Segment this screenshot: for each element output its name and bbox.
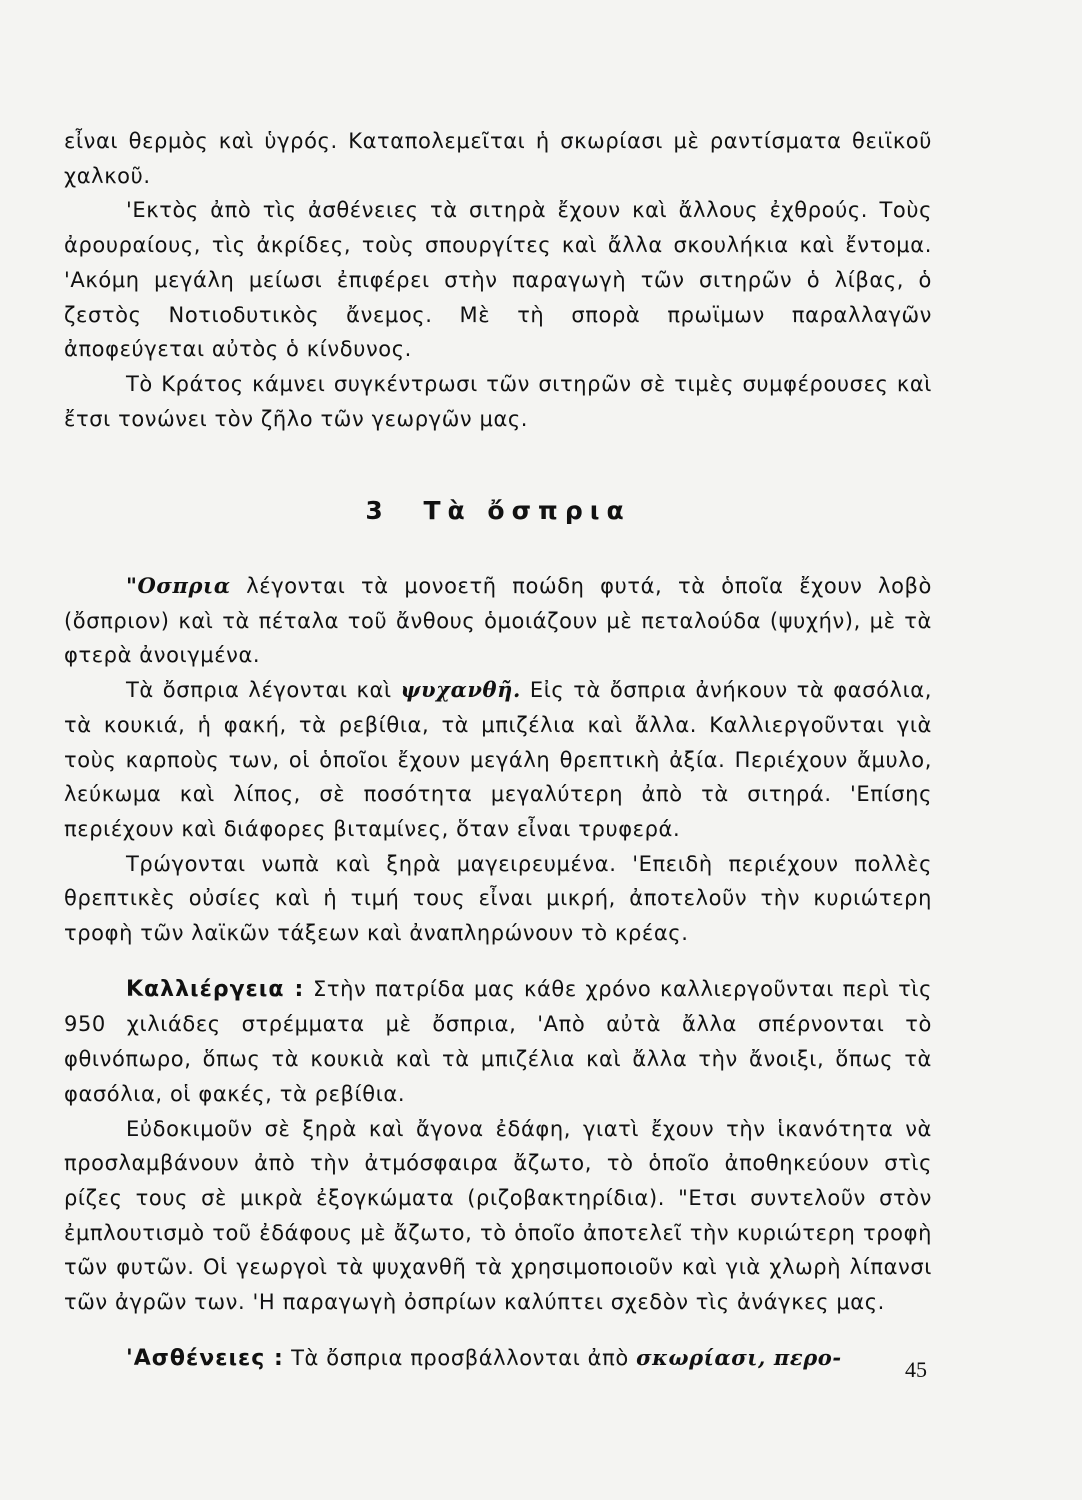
astheneies-lead: 'Ασθένειες : <box>126 1345 284 1371</box>
astheneies-before: Τὰ ὄσπρια προσβάλλονται ἀπὸ <box>291 1345 629 1370</box>
spacer <box>64 951 932 972</box>
paragraph-top-1: εἶναι θερμὸς καὶ ὑγρός. Καταπολεμεῖται ἡ σκωρίασι μὲ ραντίσματα θειϊκοῦ χαλκοῦ. <box>64 129 932 188</box>
paragraph-astheneies <box>64 1341 932 1377</box>
paragraph-top-3: Τὸ Κράτος κάμνει συγκέντρωσι τῶν σιτηρῶν σὲ τιμὲς συμφέρουσες καὶ ἔτσι τονώνει τὸν ζῆλο τῶν γεωργῶν μας. <box>64 371 932 431</box>
section-heading <box>64 494 932 529</box>
kalliergeia-text: Στὴν πατρίδα μας κάθε χρόνο καλλιεργοῦνται περὶ τὶς 950 χιλιάδες στρέμματα μὲ ὄσπρια, 'Απὸ αὐτὰ ἄλλα σπέρνονται τὸ φθινόπωρο, ὅπως τὰ κουκιὰ καὶ τὰ μπιζέλια καὶ ἄλλα τὴν ἄνοιξι, ὅπως τὰ φασόλια, οἱ φακές, τὰ ρεβίθια. <box>64 976 932 1106</box>
section-number: 3 <box>365 496 390 526</box>
ospria-text: λέγονται τὰ μονοετῆ ποώδη φυτά, τὰ ὁποῖα ἔχουν λοβὸ (ὄσπριον) καὶ τὰ πέταλα τοῦ ἄνθους ὁμοιάζουν μὲ πεταλούδα (ψυχήν), μὲ τὰ φτερὰ ἀνοιγμένα. <box>64 574 932 668</box>
section-title: Τὰ ὄσπρια <box>423 496 631 526</box>
paragraph-top-2: 'Εκτὸς ἀπὸ τὶς ἀσθένειες τὰ σιτηρὰ ἔχουν καὶ ἄλλους ἐχθρούς. Τοὺς ἀρουραίους, τὶς ἀκρίδες, τοὺς σπουργίτες καὶ ἄλλα σκουλήκια καὶ ἔντομα. 'Ακόμη μεγάλη μείωσι ἐπιφέρει στὴν παραγωγὴ τῶν σιτηρῶν ὁ λίβας, ὁ ζεστὸς Νοτιοδυτικὸς ἄνεμος. Μὲ τὴ σπορὰ πρωϊμων παραλλαγῶν ἀποφεύγεται αὐτὸς ὁ κίνδυνος. <box>64 198 932 362</box>
paragraph-kalliergeia <box>64 972 932 1112</box>
kalliergeia-lead: Καλλιέργεια : <box>126 976 305 1002</box>
psychanthi-before: Τὰ ὄσπρια λέγονται καὶ <box>126 678 392 703</box>
paragraph-ospria <box>64 569 932 673</box>
psychanthi-after: Εἰς τὰ ὄσπρια ἀνήκουν τὰ φασόλια, τὰ κουκιά, ἡ φακή, τὰ ρεβίθια, τὰ μπιζέλια καὶ ἄλλα. Καλλιεργοῦνται γιὰ τοὺς καρποὺς των, οἱ ὁποῖοι ἔχουν μεγάλη θρεπτικὴ ἀξία. Περιέχουν ἄμυλο, λεύκωμα καὶ λίπος, σὲ ποσότητα μεγαλύτερη ἀπὸ τὰ σιτηρά. 'Επίσης περιέχουν καὶ διάφορες βιταμίνες, ὅταν εἶναι τρυφερά. <box>64 678 933 841</box>
astheneies-term: σκωρίασι, περο- <box>636 1344 842 1370</box>
body-text <box>64 124 932 1377</box>
spacer <box>64 1320 932 1341</box>
paragraph-trogontai: Τρώγονται νωπὰ καὶ ξηρὰ μαγειρευμένα. 'Επειδὴ περιέχουν πολλὲς θρεπτικὲς οὐσίες καὶ ἡ τιμή τους εἶναι μικρή, ἀποτελοῦν τὴν κυριώτερη τροφὴ τῶν λαϊκῶν τάξεων καὶ ἀναπληρώνουν τὸ κρέας. <box>64 851 932 946</box>
page-number: 45 <box>905 1357 927 1382</box>
ospria-term: "Οσπρια <box>126 573 231 599</box>
paragraph-psychanthi <box>64 673 932 847</box>
psychanthi-term: ψυχανθῆ. <box>400 677 521 703</box>
paragraph-evdokimoun: Εὐδοκιμοῦν σὲ ξηρὰ καὶ ἄγονα ἐδάφη, γιατὶ ἔχουν τὴν ἱκανότητα νὰ προσλαμβάνουν ἀπὸ τὴν ἀτμόσφαιρα ἄζωτο, τὸ ὁποῖο ἀποθηκεύουν στὶς ρίζες τους σὲ μικρὰ ἐξογκώματα (ριζοβακτηρίδια). "Ετσι συντελοῦν στὸν ἐμπλουτισμὸ τοῦ ἐδάφους μὲ ἄζωτο, τὸ ὁποῖο ἀποτελεῖ τὴν κυριώτερη τροφὴ τῶν φυτῶν. Οἱ γεωργοὶ τὰ ψυχανθῆ τὰ χρησιμοποιοῦν καὶ γιὰ χλωρὴ λίπανσι τῶν ἀγρῶν των. 'Η παραγωγὴ ὀσπρίων καλύπτει σχεδὸν τὶς ἀνάγκες μας. <box>64 1116 932 1315</box>
